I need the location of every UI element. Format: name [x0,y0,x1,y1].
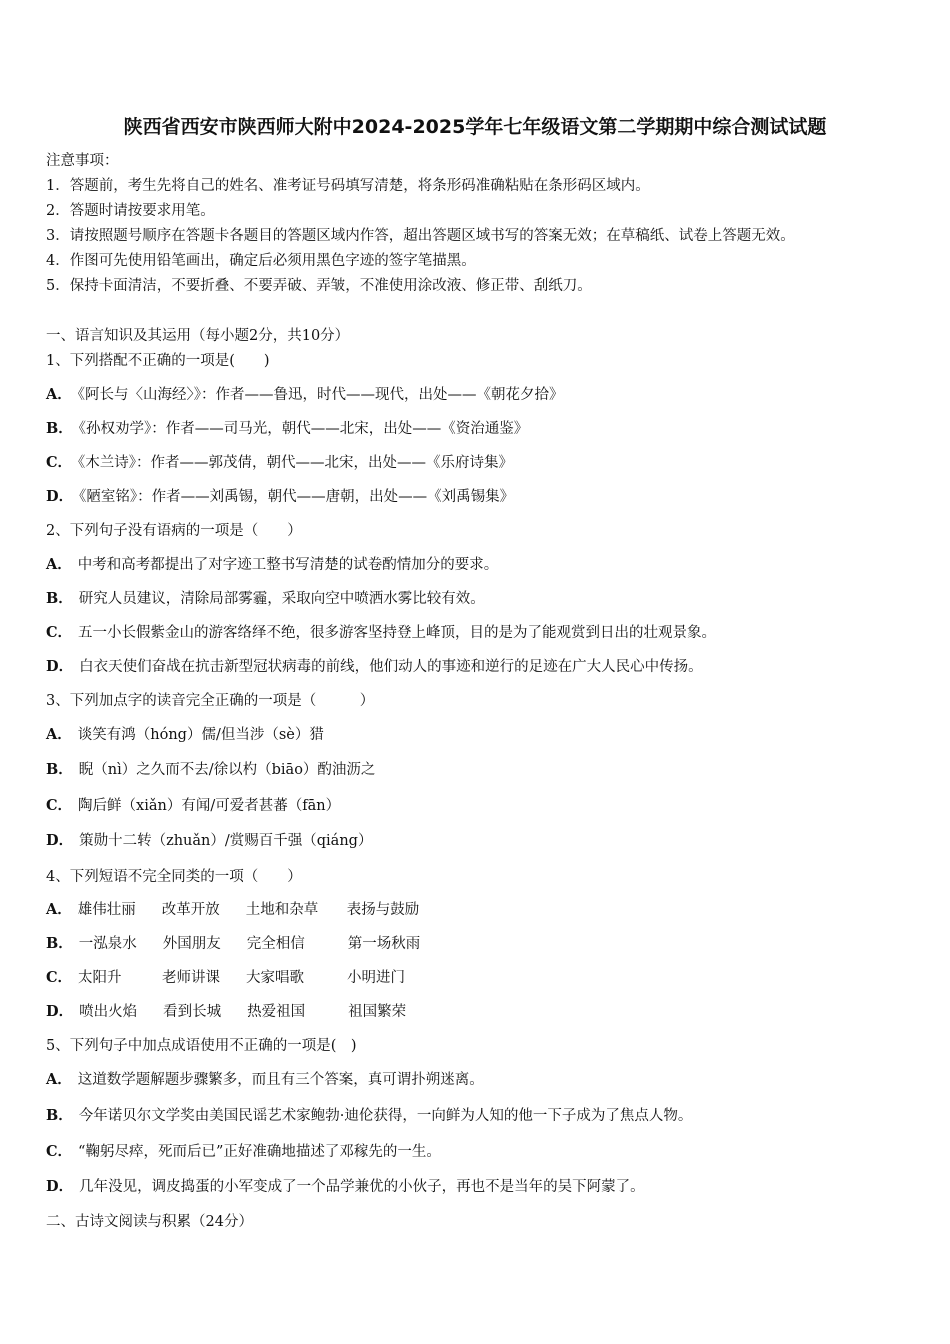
option-b[interactable] [46,761,375,779]
phrase: 一泓泉水 [78,936,137,952]
notice-item: 2．答题时请按要求用笔。 [46,203,215,219]
option-text: 《陋室铭》：作者——刘禹锡，朝代——唐朝，出处——《刘禹锡集》 [79,489,515,505]
phrase: 看到长城 [163,1004,222,1020]
notice-heading: 注意事项： [46,153,119,169]
option-letter: B． [46,590,73,607]
phrase: 表扬与鼓励 [346,902,420,918]
option-b[interactable] [46,935,420,953]
option-c[interactable] [46,624,716,642]
notice-item: 5．保持卡面清洁，不要折叠、不要弄破、弄皱，不准使用涂改液、修正带、刮纸刀。 [46,278,592,294]
option-letter: A． [46,901,72,918]
option-letter: A． [46,1071,72,1088]
option-c[interactable] [46,454,513,472]
question-stem: 4、下列短语不完全同类的一项（ ） [46,869,302,885]
option-letter: D． [46,832,74,849]
page-title: 陕西省西安市陕西师大附中2024-2025学年七年级语文第二学期期中综合测试试题 [123,116,827,138]
option-text: 睨（nì）之久而不去/徐以杓（biāo）酌油沥之 [78,762,376,778]
option-letter: B． [46,761,73,778]
phrase: 老师讲课 [162,970,221,986]
option-letter: A． [46,556,72,573]
option-text: 策勋十二转（zhuǎn）/赏赐百千强（qiáng） [79,833,373,849]
option-d[interactable] [46,488,514,506]
option-d[interactable] [46,832,372,850]
question-stem: 2、下列句子没有语病的一项是（ ） [46,523,302,539]
option-c[interactable] [46,969,405,987]
option-letter: D． [46,658,74,675]
option-letter: A． [46,386,72,403]
option-d[interactable] [46,658,703,676]
option-letter: D． [46,1003,74,1020]
phrase: 太阳升 [78,970,122,986]
option-letter: C． [46,1143,73,1160]
option-a[interactable] [46,556,498,574]
option-text: 几年没见，调皮捣蛋的小军变成了一个品学兼优的小伙子，再也不是当年的吴下阿蒙了。 [79,1179,645,1195]
notice-item: 4．作图可先使用铅笔画出，确定后必须用黑色字迹的签字笔描黑。 [46,253,476,269]
option-letter: D． [46,1178,74,1195]
option-b[interactable] [46,420,528,438]
option-b[interactable] [46,1107,692,1125]
section-heading: 二、古诗文阅读与积累（24分） [46,1214,253,1230]
notice-item: 3．请按照题号顺序在答题卡各题目的答题区域内作答，超出答题区域书写的答案无效；在草稿纸、试卷上答题无效。 [46,228,795,244]
phrase: 小明进门 [347,970,406,986]
section-heading: 一、语言知识及其运用（每小题2分，共10分） [46,328,350,344]
option-c[interactable] [46,797,340,815]
question-stem: 1、下列搭配不正确的一项是( ) [46,353,270,369]
phrase: 祖国繁荣 [348,1004,407,1020]
option-letter: B． [46,935,73,952]
option-text: 中考和高考都提出了对字迹工整书写清楚的试卷酌情加分的要求。 [77,557,499,573]
option-text: 《阿长与〈山海经〉》：作者——鲁迅，时代——现代，出处——《朝花夕拾》 [77,387,564,403]
option-a[interactable] [46,726,324,744]
option-a[interactable] [46,1071,484,1089]
option-text: 陶后鲜（xiǎn）有闻/可爱者甚蕃（fān） [78,798,341,814]
question-stem: 3、下列加点字的读音完全正确的一项是（ ） [46,693,375,709]
option-d[interactable] [46,1178,645,1196]
question-stem: 5、下列句子中加点成语使用不正确的一项是( ) [46,1038,357,1054]
option-a[interactable] [46,386,564,404]
phrase: 第一场秋雨 [347,936,421,952]
option-text: 《孙权劝学》：作者——司马光，朝代——北宋，出处——《资治通鉴》 [78,421,529,437]
option-text: 白衣天使们奋战在抗击新型冠状病毒的前线，他们动人的事迹和逆行的足迹在广大人民心中传扬。 [79,659,703,675]
option-text: “鞠躬尽瘁，死而后已”正好准确地描述了邓稼先的一生。 [78,1144,441,1160]
phrase: 完全相信 [246,936,305,952]
option-letter: C． [46,797,73,814]
option-text: 谈笑有鸿（hóng）儒/但当涉（sè）猎 [77,727,324,743]
option-b[interactable] [46,590,485,608]
option-text: 研究人员建议，清除局部雾霾，采取向空中喷洒水雾比较有效。 [78,591,485,607]
phrase: 外国朋友 [162,936,221,952]
option-text: 今年诺贝尔文学奖由美国民谣艺术家鲍勃·迪伦获得，一向鲜为人知的他一下子成为了焦点人物。 [78,1108,693,1124]
option-letter: C． [46,969,73,986]
phrase: 土地和杂草 [245,902,319,918]
option-letter: B． [46,1107,73,1124]
option-letter: D． [46,488,74,505]
phrase: 热爱祖国 [247,1004,306,1020]
option-letter: A． [46,726,72,743]
phrase: 大家唱歌 [246,970,305,986]
phrase: 改革开放 [161,902,220,918]
option-c[interactable] [46,1143,441,1161]
option-d[interactable] [46,1003,406,1021]
option-text: 《木兰诗》：作者——郭茂倩，朝代——北宋，出处——《乐府诗集》 [78,455,514,471]
notice-item: 1．答题前，考生先将自己的姓名、准考证号码填写清楚，将条形码准确粘贴在条形码区域内。 [46,178,650,194]
option-letter: B． [46,420,73,437]
option-text: 五一小长假紫金山的游客络绎不绝，很多游客坚持登上峰顶，目的是为了能观赏到日出的壮观景象。 [78,625,717,641]
option-a[interactable] [46,901,419,919]
phrase: 喷出火焰 [79,1004,138,1020]
phrase: 雄伟壮丽 [77,902,136,918]
option-letter: C． [46,454,73,471]
option-text: 这道数学题解题步骤繁多，而且有三个答案，真可谓扑朔迷离。 [77,1072,484,1088]
option-letter: C． [46,624,73,641]
